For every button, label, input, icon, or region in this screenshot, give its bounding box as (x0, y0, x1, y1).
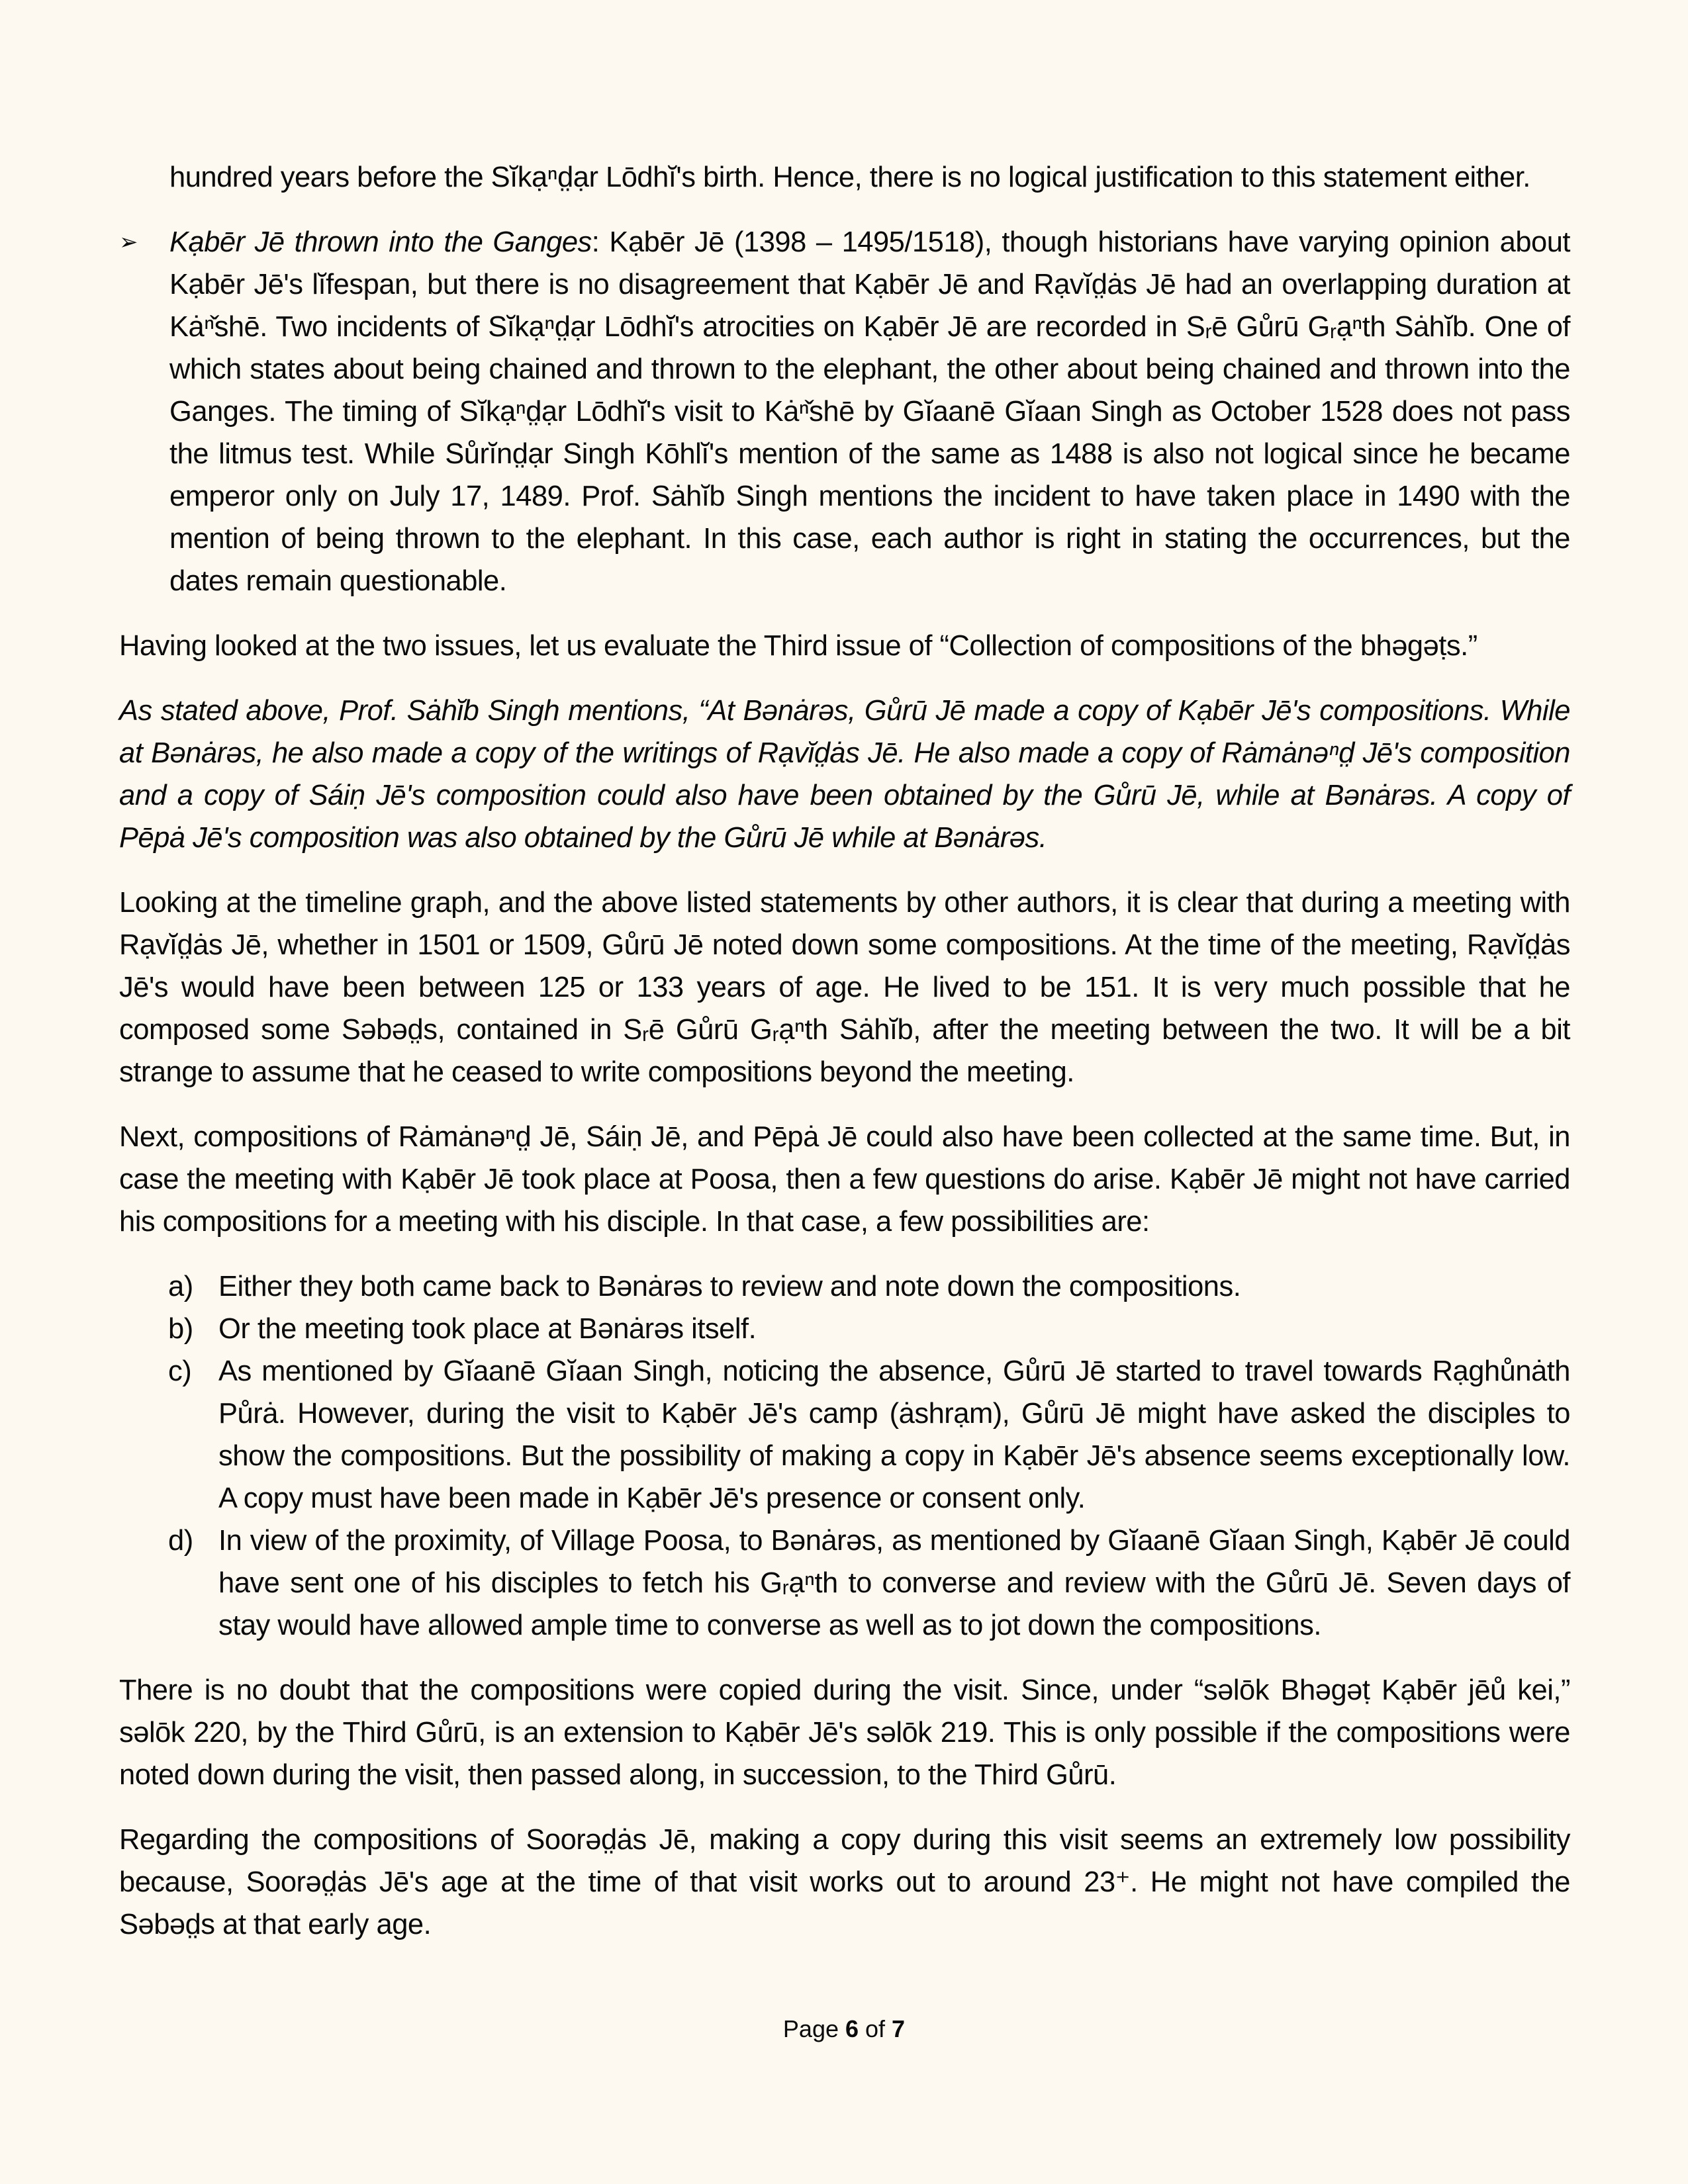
bullet-item-kaber-ganges (119, 221, 1570, 602)
list-marker: c) (168, 1355, 192, 1387)
current-page: 6 (845, 2015, 859, 2042)
continuation-paragraph: hundred years before the Sĭkạⁿd̤ạr Lōdhĭ's birth. Hence, there is no logical justification to this statement either. (169, 161, 1530, 193)
list-item-b (119, 1308, 1570, 1350)
bullet-text: : Kạbēr Jē (1398 – 1495/1518), though historians have varying opinion about Kạbēr Jē's lĭfespan, but there is no disagreement that Kạbēr Jē and Rạvĭd̤ȧs Jē had an overlapping duration at Kȧⁿ̌shē. Two incidents of Sĭkạⁿd̤ạr Lōdhĭ's atrocities on Kạbēr Jē are recorded in Sᵣē Gůrū Gᵣạⁿth Sȧhĭb. One of which states about being chained and thrown to the elephant, the other about being chained and thrown into the Ganges. The timing of Sĭkạⁿd̤ạr Lōdhĭ's visit to Kȧⁿ̌shē by Gĭaanē Gĭaan Singh as October 1528 does not pass the litmus test. While Sůrĭnd̤ạr Singh Kōhlĭ's mention of the same as 1488 is also not logical since he became emperor only on July 17, 1489. Prof. Sȧhĭb Singh mentions the incident to have taken place in 1490 with the mention of being thrown to the elephant. In this case, each author is right in stating the occurrences, but the dates remain questionable. (169, 226, 1570, 597)
paragraph-timeline: Looking at the timeline graph, and the above listed statements by other authors, it is clear that during a meeting with Rạvĭd̤ȧs Jē, whether in 1501 or 1509, Gůrū Jē noted down some compositions. At the time of the meeting, Rạvĭd̤ȧs Jē's would have been between 125 or 133 years of age. He lived to be 151. It is very much possible that he composed some Səbəd̤s, contained in Sᵣē Gůrū Gᵣạⁿth Sȧhĭb, after the meeting between the two. It will be a bit strange to assume that he ceased to write compositions beyond the meeting. (119, 887, 1570, 1088)
paragraph-third-issue: Having looked at the two issues, let us evaluate the Third issue of “Collection of compositions of the bhəgəṭs.” (119, 630, 1477, 662)
paragraph-no-doubt: There is no doubt that the compositions were copied during the visit. Since, under “səlōk Bhəgəṭ Kạbēr jēů kei,” səlōk 220, by the Third Gůrū, is an extension to Kạbēr Jē's səlōk 219. This is only possible if the compositions were noted down during the visit, then passed along, in succession, to the Third Gůrū. (119, 1674, 1570, 1791)
page-of-label: of (859, 2015, 892, 2042)
paragraph-sahib-singh-quote: As stated above, Prof. Sȧhĭb Singh mentions, “At Bənȧrəs, Gůrū Jē made a copy of Kạbēr Jē's compositions. While at Bənȧrəs, he also made a copy of the writings of Rạvĭd̤ȧs Jē. He also made a copy of Rȧmȧnəⁿd̤ Jē's composition and a copy of Sáiṇ Jē's composition could also have been obtained by the Gůrū Jē, while at Bənȧrəs. A copy of Pēpȧ Jē's composition was also obtained by the Gůrū Jē while at Bənȧrəs. (119, 695, 1570, 854)
document-page (119, 156, 1570, 1968)
list-item-text: As mentioned by Gĭaanē Gĭaan Singh, noticing the absence, Gůrū Jē started to travel towards Rạghůnȧth Půrȧ. However, during the visit to Kạbēr Jē's camp (ȧshrạm), Gůrū Jē might have asked the disciples to show the compositions. But the possibility of making a copy in Kạbēr Jē's absence seems exceptionally low. A copy must have been made in Kạbēr Jē's presence or consent only. (218, 1355, 1570, 1514)
list-item-a (119, 1265, 1570, 1308)
page-label: Page (782, 2015, 845, 2042)
list-item-c (119, 1350, 1570, 1520)
list-marker: b) (168, 1313, 193, 1345)
list-item-text: Either they both came back to Bənȧrəs to review and note down the compositions. (218, 1271, 1241, 1302)
possibilities-list (119, 1265, 1570, 1647)
list-item-d (119, 1520, 1570, 1647)
list-marker: a) (168, 1271, 193, 1302)
paragraph-sooredas: Regarding the compositions of Soorəd̤ȧs Jē, making a copy during this visit seems an extremely low possibility because, Soorəd̤ȧs Jē's age at the time of that visit works out to around 23⁺. He might not have compiled the Səbəd̤s at that early age. (119, 1824, 1570, 1940)
bullet-title: Kạbēr Jē thrown into the Ganges (169, 226, 592, 258)
total-pages: 7 (892, 2015, 906, 2042)
arrow-bullet-icon: ➢ (119, 230, 138, 255)
list-item-text: In view of the proximity, of Village Poosa, to Bənȧrəs, as mentioned by Gĭaanē Gĭaan Singh, Kạbēr Jē could have sent one of his disciples to fetch his Gᵣạⁿth to converse and review with the Gůrū Jē. Seven days of stay would have allowed ample time to converse as well as to jot down the compositions. (218, 1525, 1570, 1641)
paragraph-next-compositions: Next, compositions of Rȧmȧnəⁿd̤ Jē, Sáiṇ Jē, and Pēpȧ Jē could also have been collected at the same time. But, in case the meeting with Kạbēr Jē took place at Poosa, then a few questions do arise. Kạbēr Jē might not have carried his compositions for a meeting with his disciple. In that case, a few possibilities are: (119, 1121, 1570, 1238)
page-number-footer (0, 2015, 1688, 2043)
list-item-text: Or the meeting took place at Bənȧrəs itself. (218, 1313, 757, 1345)
list-marker: d) (168, 1525, 193, 1557)
